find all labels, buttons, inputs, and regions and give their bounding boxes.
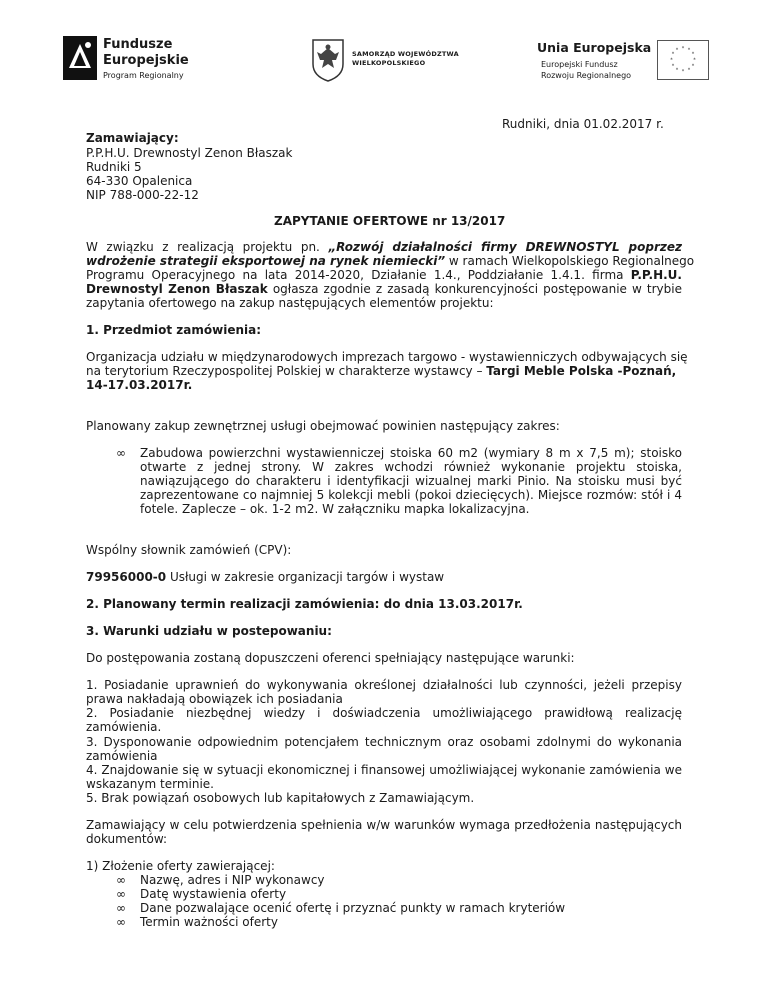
- offer-item-3: Dane pozwalające ocenić ofertę i przyznać punkty w ramach kryteriów: [140, 901, 566, 915]
- intro-line4: [86, 282, 682, 297]
- document-title: ZAPYTANIE OFERTOWE nr 13/2017: [274, 214, 506, 228]
- condition-3-line2: zamówienia: [86, 749, 158, 763]
- svg-text:*: *: [687, 47, 691, 54]
- svg-text:*: *: [675, 67, 679, 74]
- ue-logo-line3: Rozwoju Regionalnego: [541, 71, 632, 80]
- scope-line2: otwarte z jednej strony. W zakres wchodzi również wykonanie projektu stoiska,: [140, 460, 682, 474]
- project-name-a: „Rozwój działalności firmy DREWNOSTYL poprzez: [328, 240, 682, 254]
- condition-2-line2: zamówienia.: [86, 720, 162, 734]
- fe-logo-line1: Fundusze: [103, 37, 173, 52]
- orderer-street: Rudniki 5: [86, 160, 142, 174]
- offer-item-2: Datę wystawienia oferty: [140, 887, 287, 901]
- scope-line4: zaprezentowane co najmniej 5 kolekcji mebli (pokoi dziecięcych). Miejsce rozmów: stół i 4: [140, 488, 682, 502]
- offer-bullet-1: ∞: [116, 873, 126, 887]
- section1-line2: [86, 364, 676, 379]
- intro-line3: [86, 268, 682, 283]
- fair-name: Targi Meble Polska -Poznań,: [486, 364, 677, 378]
- offer-bullet-3: ∞: [116, 901, 126, 915]
- unia-europejska-logo: [537, 38, 707, 86]
- company-name-b: Drewnostyl Zenon Błaszak: [86, 282, 268, 296]
- date-line: Rudniki, dnia 01.02.2017 r.: [502, 117, 664, 131]
- svg-text:*: *: [693, 57, 696, 64]
- svg-text:*: *: [675, 47, 679, 54]
- section1-line1: Organizacja udziału w międzynarodowych imprezach targowo - wystawienniczych odbywających się: [86, 350, 688, 364]
- svg-text:*: *: [681, 46, 685, 52]
- orderer-name: P.P.H.U. Drewnostyl Zenon Błaszak: [86, 146, 293, 160]
- docs-line1: Zamawiający w celu potwierdzenia spełnienia w/w warunków wymaga przedłożenia następujących: [86, 818, 682, 832]
- intro-l3a: Programu Operacyjnego na lata 2014-2020, Działanie 1.4., Poddziałanie 1.4.1. firma: [86, 268, 624, 282]
- wielkopolska-logo: [310, 38, 470, 84]
- svg-text:*: *: [687, 67, 691, 74]
- orderer-nip: NIP 788-000-22-12: [86, 188, 199, 202]
- section3-intro: Do postępowania zostaną dopuszczeni oferenci spełniający następujące warunki:: [86, 651, 575, 665]
- section1-l2a: na terytorium Rzeczypospolitej Polskiej w charakterze wystawcy –: [86, 364, 483, 378]
- scope-line5: fotele. Zaplecze – ok. 1-2 m2. W załączniku mapka lokalizacyjna.: [140, 502, 530, 516]
- wlkp-logo-line1: SAMORZĄD WOJEWÓDZTWA: [352, 50, 459, 58]
- offer-bullet-2: ∞: [116, 887, 126, 901]
- section2-heading: 2. Planowany termin realizacji zamówienia: do dnia 13.03.2017r.: [86, 597, 523, 611]
- condition-4-line2: wskazanym terminie.: [86, 777, 214, 791]
- scope-intro: Planowany zakup zewnętrznej usługi obejmować powinien następujący zakres:: [86, 419, 560, 433]
- project-name-b: wdrożenie strategii eksportowej na rynek niemiecki”: [86, 254, 446, 268]
- cpv-line: [86, 570, 444, 585]
- scope-line1: Zabudowa powierzchni wystawienniczej stoiska 60 m2 (wymiary 8 m x 7,5 m); stoisko: [140, 446, 682, 460]
- eagle-crest-icon: [310, 38, 346, 82]
- scope-bullet: ∞: [116, 446, 126, 460]
- orderer-heading: Zamawiający:: [86, 131, 179, 145]
- intro-line1: [86, 240, 682, 255]
- condition-3-line1: 3. Dysponowanie odpowiednim potencjałem technicznym oraz osobami zdolnymi do wykonania: [86, 735, 682, 749]
- condition-1-line1: 1. Posiadanie uprawnień do wykonywania określonej działalności lub czynności, jeżeli przepisy: [86, 678, 682, 692]
- fundusze-europejskie-logo: [63, 36, 203, 84]
- ue-logo-line2: Europejski Fundusz: [541, 60, 618, 69]
- docs-line2: dokumentów:: [86, 832, 168, 846]
- section1-heading: 1. Przedmiot zamówienia:: [86, 323, 262, 337]
- svg-text:*: *: [671, 51, 675, 58]
- wlkp-logo-line2: WIELKOPOLSKIEGO: [352, 59, 426, 67]
- fundusze-europejskie-star-icon: [63, 36, 97, 80]
- condition-5-line1: 5. Brak powiązań osobowych lub kapitałowych z Zamawiającym.: [86, 791, 475, 805]
- orderer-postal: 64-330 Opalenica: [86, 174, 193, 188]
- condition-1-line2: prawa nakładają obowiązek ich posiadania: [86, 692, 343, 706]
- cpv-description: Usługi w zakresie organizacji targów i wystaw: [169, 570, 445, 584]
- intro-line5: zapytania ofertowego na zakup następujących elementów projektu:: [86, 296, 494, 310]
- intro-l4b: ogłasza zgodnie z zasadą konkurencyjności postępowanie w trybie: [272, 282, 682, 296]
- condition-4-line1: 4. Znajdowanie się w sytuacji ekonomicznej i finansowej umożliwiającej wykonanie zamówienia we: [86, 763, 682, 777]
- offer-item-4: Termin ważności oferty: [140, 915, 278, 929]
- svg-text:*: *: [691, 51, 695, 58]
- svg-text:*: *: [681, 69, 685, 75]
- ue-logo-line1: Unia Europejska: [537, 40, 652, 55]
- fe-logo-line2: Europejskie: [103, 53, 189, 68]
- fe-logo-line3: Program Regionalny: [103, 71, 184, 80]
- section3-heading: 3. Warunki udziału w postepowaniu:: [86, 624, 332, 638]
- cpv-code: 79956000-0: [86, 570, 167, 584]
- eu-flag-icon: [657, 40, 709, 80]
- company-name-a: P.P.H.U.: [630, 268, 682, 282]
- fair-dates: 14-17.03.2017r.: [86, 378, 193, 392]
- scope-line3: nawiązującego do charakteru i identyfikacji wizualnej marki Pinio. Na stoisku musi być: [140, 474, 682, 488]
- intro-line2: [86, 254, 695, 269]
- intro-l2b: w ramach Wielkopolskiego Regionalnego: [448, 254, 695, 268]
- intro-l1a: W związku z realizacją projektu pn.: [86, 240, 320, 254]
- offer-bullet-4: ∞: [116, 915, 126, 929]
- svg-text:*: *: [691, 63, 695, 70]
- offer-heading: 1) Złożenie oferty zawierającej:: [86, 859, 275, 873]
- condition-2-line1: 2. Posiadanie niezbędnej wiedzy i doświadczenia umożliwiającego prawidłową realizację: [86, 706, 682, 720]
- svg-text:*: *: [670, 57, 673, 64]
- offer-item-1: Nazwę, adres i NIP wykonawcy: [140, 873, 325, 887]
- cpv-heading: Wspólny słownik zamówień (CPV):: [86, 543, 292, 557]
- svg-text:*: *: [671, 63, 675, 70]
